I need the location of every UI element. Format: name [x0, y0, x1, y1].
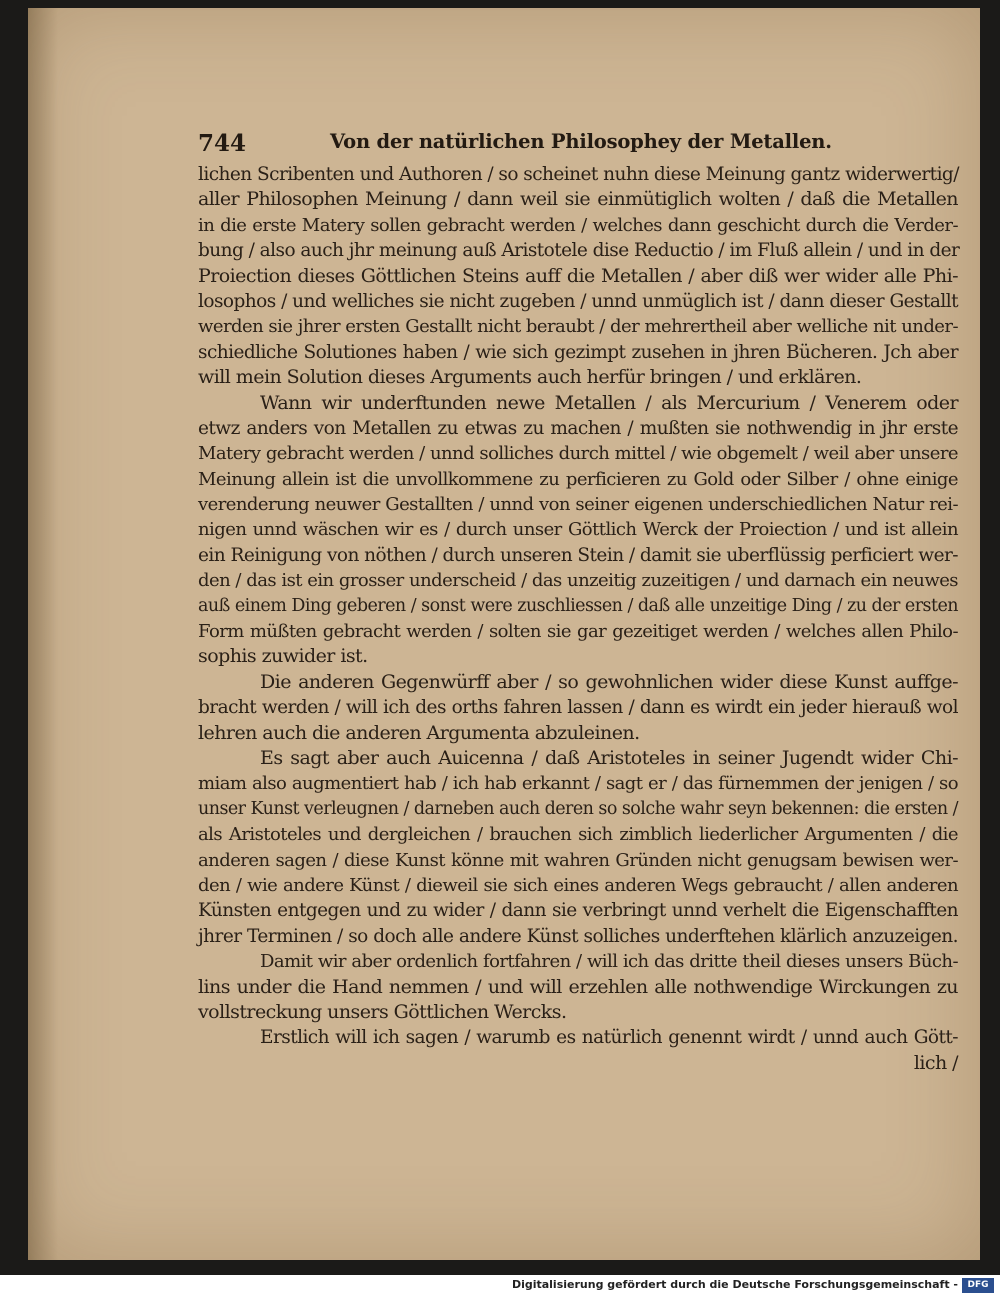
text-line: Es sagt aber auch Auicenna / daß Aristoteles in seiner Jugendt wider Chi-: [260, 746, 958, 769]
text-line: lins under die Hand nemmen / und will erzehlen alle nothwendige Wirckungen zu: [198, 975, 958, 998]
text-line: unser Kunst verleugnen / darneben auch deren so solche wahr seyn bekennen: die ersten /: [198, 798, 958, 819]
text-line: auß einem Ding geberen / sonst were zuschliessen / daß alle unzeitige Ding / zu der ersten: [198, 595, 958, 616]
text-line: aller Philosophen Meinung / dann weil sie einmütiglich wolten / daß die Metallen: [198, 188, 958, 211]
funding-credit: Digitalisierung gefördert durch die Deutsche Forschungsgemeinschaft -: [511, 1278, 958, 1291]
text-line: bracht werden / will ich des orths fahren lassen / dann es wirdt ein jeder hierauß wol: [198, 697, 958, 719]
text-line: vollstreckung unsers Göttlichen Wercks.: [198, 1000, 567, 1023]
text-line: jhrer Terminen / so doch alle andere Künst solliches underftehen klärlich anzuzeigen.: [198, 925, 958, 947]
text-line: Meinung allein ist die unvollkommene zu perficieren zu Gold oder Silber / ohne einige: [198, 468, 958, 490]
text-line: Wann wir underftunden newe Metallen / als Mercurium / Venerem oder: [260, 391, 958, 414]
text-line: Die anderen Gegenwürff aber / so gewohnlichen wider diese Kunst auffge-: [260, 670, 958, 693]
text-line: Künsten entgegen und zu wider / dann sie verbringt unnd verhelt die Eigenschafften: [198, 900, 958, 922]
page-number: 744: [198, 130, 247, 157]
footer-bar: [0, 1275, 1000, 1296]
text-line: lichen Scribenten und Authoren / so scheinet nuhn diese Meinung gantz widerwertig/: [198, 164, 959, 185]
body-text: [198, 162, 958, 1076]
text-line: schiedliche Solutiones haben / wie sich gezimpt zusehen in jhren Bücheren. Jch aber: [198, 341, 958, 363]
text-line: in die erste Matery sollen gebracht werden / welches dann geschicht durch die Verder-: [198, 214, 958, 236]
text-line: ein Reinigung von nöthen / durch unseren Stein / damit sie uberflüssig perficiert wer-: [198, 544, 958, 566]
text-line: sophis zuwider ist.: [198, 645, 368, 668]
page-header: [198, 128, 838, 160]
text-line: den / das ist ein grosser underscheid / das unzeitig zuzeitigen / und darnach ein neuwes: [198, 570, 958, 592]
text-line: nigen unnd wäschen wir es / durch unser Göttlich Werck der Proiection / und ist allein: [198, 519, 958, 541]
text-line: anderen sagen / diese Kunst könne mit wahren Gründen nicht genugsam bewisen wer-: [198, 849, 958, 871]
text-line: als Aristoteles und dergleichen / brauchen sich zimblich liederlicher Argumenten / die: [198, 824, 958, 846]
text-line: verenderung neuwer Gestallten / unnd von seiner eigenen underschiedlichen Natur rei-: [198, 494, 958, 516]
text-line: losophos / und welliches sie nicht zugeben / unnd unmüglich ist / dann dieser Gestallt: [198, 290, 958, 312]
page-gutter-shadow: [28, 8, 58, 1260]
text-line: etwz anders von Metallen zu etwas zu machen / mußten sie nothwendig in jhr erste: [198, 417, 958, 439]
text-line: lich /: [913, 1051, 958, 1074]
text-line: Proiection dieses Göttlichen Steins auff die Metallen / aber diß wer wider alle Phi-: [198, 264, 958, 287]
text-line: den / wie andere Künst / dieweil sie sich eines anderen Wegs gebraucht / allen anderen: [198, 874, 958, 896]
text-line: Damit wir aber ordenlich fortfahren / will ich das dritte theil dieses unsers Büch-: [260, 951, 958, 973]
text-line: werden sie jhrer ersten Gestallt nicht beraubt / der mehrertheil aber welliche nit under-: [198, 316, 958, 338]
text-line: miam also augmentiert hab / ich hab erkannt / sagt er / das fürnemmen der jenigen / so: [198, 773, 958, 795]
text-line: Matery gebracht werden / unnd solliches durch mittel / wie obgemelt / weil aber unsere: [198, 443, 958, 465]
text-line: lehren auch die anderen Argumenta abzuleinen.: [198, 721, 640, 744]
running-title: Von der natürlichen Philosophey der Metallen.: [330, 130, 832, 153]
text-line: will mein Solution dieses Arguments auch herfür bringen / und erklären.: [198, 366, 862, 389]
dfg-logo-icon: DFG: [962, 1278, 994, 1293]
text-line: Erstlich will ich sagen / warumb es natürlich genennt wirdt / unnd auch Gött-: [260, 1027, 958, 1049]
text-line: bung / also auch jhr meinung auß Aristotele dise Reductio / im Fluß allein / und in der: [198, 240, 960, 262]
text-line: Form müßten gebracht werden / solten sie gar gezeitiget werden / welches allen Philo-: [198, 621, 958, 643]
